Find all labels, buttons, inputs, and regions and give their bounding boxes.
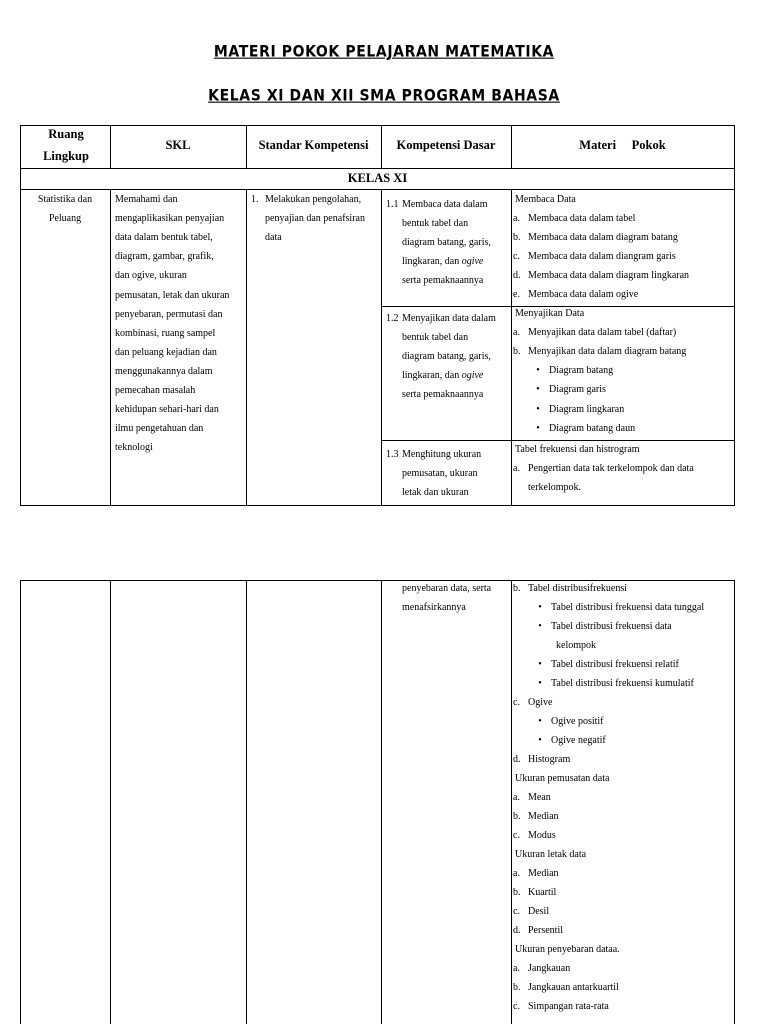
- kd-line: bentuk tabel dan: [402, 218, 469, 229]
- materi-bullet-cont: kelompok: [556, 640, 596, 651]
- materi-item: c. Ogive: [513, 697, 553, 708]
- skl-line: teknologi: [115, 442, 153, 454]
- document-subtitle: KELAS XI DAN XII SMA PROGRAM BAHASA: [208, 87, 560, 105]
- materi-heading: Membaca Data: [515, 194, 576, 205]
- materi-bullet: • Diagram batang: [527, 361, 613, 380]
- kd-line: Menghitung ukuran: [402, 449, 482, 460]
- materi-heading: Ukuran penyebaran dataa.: [515, 944, 620, 955]
- materi-item: d. Membaca data dalam diagram lingkaran: [513, 270, 690, 281]
- materi-item: c. Simpangan rata-rata: [513, 1001, 609, 1012]
- skl-line: mengaplikasikan penyajian: [115, 213, 225, 225]
- materi-bullet: • Ogive negatif: [529, 731, 606, 750]
- materi-item: d. Histogram: [513, 754, 571, 765]
- ruang-lingkup-line: Peluang: [48, 213, 82, 224]
- materi-item: b. Median: [513, 811, 559, 822]
- materi-heading: Menyajikan Data: [515, 308, 585, 319]
- skl-line: Memahami dan: [115, 194, 178, 205]
- sk-line: penyajian dan penafsiran: [265, 213, 365, 224]
- skl-line: kehidupan sehari-hari dan: [115, 404, 219, 416]
- materi-item: a. Median: [513, 868, 559, 879]
- materi-item: b. Membaca data dalam diagram batang: [513, 232, 678, 243]
- materi-bullet: • Tabel distribusi frekuensi data tunggal: [529, 598, 704, 617]
- materi-item: a. Menyajikan data dalam tabel (daftar): [513, 327, 677, 338]
- materi-item: c. Modus: [513, 830, 556, 841]
- kd-number: 1.2: [386, 313, 399, 324]
- kd-line: Membaca data dalam: [402, 199, 488, 210]
- skl-line: penyebaran, permutasi dan: [115, 308, 223, 320]
- materi-bullet: • Tabel distribusi frekuensi relatif: [529, 655, 679, 674]
- skl-line: dan peluang kejadian dan: [115, 346, 217, 358]
- kd-line: serta pemaknaannya: [402, 389, 484, 400]
- kd-line: lingkaran, dan ogive: [402, 256, 484, 267]
- sk-number: 1.: [251, 194, 259, 205]
- header-materi-pokok: Materi Pokok: [579, 138, 666, 152]
- bullet-icon: •: [538, 678, 542, 689]
- header-skl: SKL: [165, 138, 191, 152]
- materi-bullet: • Diagram batang daun: [527, 419, 635, 438]
- materi-item: a. Pengertian data tak terkelompok dan data: [513, 463, 694, 474]
- materi-item: d. Persentil: [513, 925, 563, 936]
- kd-line: bentuk tabel dan: [402, 332, 469, 343]
- materi-heading: Ukuran letak data: [515, 849, 587, 860]
- materi-bullet: • Diagram lingkaran: [527, 400, 624, 419]
- kd-line: lingkaran, dan ogive: [402, 370, 484, 381]
- bullet-icon: •: [538, 735, 542, 746]
- sk-line: data: [265, 232, 282, 243]
- bullet-icon: •: [536, 404, 540, 415]
- sk-line: Melakukan pengolahan,: [265, 194, 362, 205]
- materi-item: e. Membaca data dalam ogive: [513, 289, 639, 300]
- materi-heading: Ukuran pemusatan data: [515, 773, 610, 784]
- kd-line: Menyajikan data dalam: [402, 313, 496, 324]
- bullet-icon: •: [538, 716, 542, 727]
- materi-bullet: • Tabel distribusi frekuensi data: [529, 617, 672, 636]
- skl-line: data dalam bentuk tabel,: [115, 232, 213, 244]
- kelas-row-label: KELAS XI: [347, 171, 408, 185]
- skl-line: kombinasi, ruang sampel: [115, 327, 216, 339]
- skl-line: diagram, gambar, grafik,: [115, 251, 214, 263]
- header-standar-kompetensi: Standar Kompetensi: [258, 138, 369, 152]
- materi-item: a. Jangkauan: [513, 963, 571, 974]
- skl-line: menggunakannya dalam: [115, 365, 213, 377]
- materi-item-cont: terkelompok.: [528, 482, 582, 493]
- materi-bullet: • Ogive positif: [529, 712, 604, 731]
- materi-item: b. Kuartil: [513, 887, 557, 898]
- materi-item: b. Menyajikan data dalam diagram batang: [513, 346, 687, 357]
- kd-line: menafsirkannya: [402, 602, 466, 613]
- kd-line: penyebaran data, serta: [402, 583, 492, 594]
- ruang-lingkup-line: Statistika dan: [37, 194, 93, 205]
- kd-line: pemusatan, ukuran: [402, 468, 478, 479]
- kd-line: letak dan ukuran: [402, 487, 469, 498]
- bullet-icon: •: [536, 423, 540, 434]
- kd-line: diagram batang, garis,: [402, 237, 491, 248]
- kd-number: 1.1: [386, 199, 399, 210]
- materi-item: b. Jangkauan antarkuartil: [513, 982, 619, 993]
- bullet-icon: •: [536, 365, 540, 376]
- bullet-icon: •: [536, 384, 540, 395]
- header-ruang-lingkup: Ruang Lingkup: [43, 127, 89, 163]
- skl-line: ilmu pengetahuan dan: [115, 423, 204, 435]
- bullet-icon: •: [538, 659, 542, 670]
- materi-item: a. Membaca data dalam tabel: [513, 213, 636, 224]
- materi-item: a. Mean: [513, 792, 551, 803]
- kd-line: serta pemaknaannya: [402, 275, 484, 286]
- skl-line: pemusatan, letak dan ukuran: [115, 289, 230, 301]
- kd-line: diagram batang, garis,: [402, 351, 491, 362]
- materi-item: c. Desil: [513, 906, 550, 917]
- materi-item: c. Membaca data dalam diangram garis: [513, 251, 676, 262]
- header-kompetensi-dasar: Kompetensi Dasar: [396, 138, 496, 152]
- materi-item: b. Tabel distribusifrekuensi: [513, 583, 627, 594]
- materi-bullet: • Tabel distribusi frekuensi kumulatif: [529, 674, 694, 693]
- bullet-icon: •: [538, 621, 542, 632]
- document-title: MATERI POKOK PELAJARAN MATEMATIKA: [213, 43, 555, 61]
- skl-line: pemecahan masalah: [115, 385, 196, 396]
- kd-number: 1.3: [386, 449, 399, 460]
- materi-heading: Tabel frekuensi dan histrogram: [515, 444, 640, 455]
- bullet-icon: •: [538, 602, 542, 613]
- skl-line: dan ogive, ukuran: [115, 270, 187, 282]
- materi-bullet: • Diagram garis: [527, 380, 606, 399]
